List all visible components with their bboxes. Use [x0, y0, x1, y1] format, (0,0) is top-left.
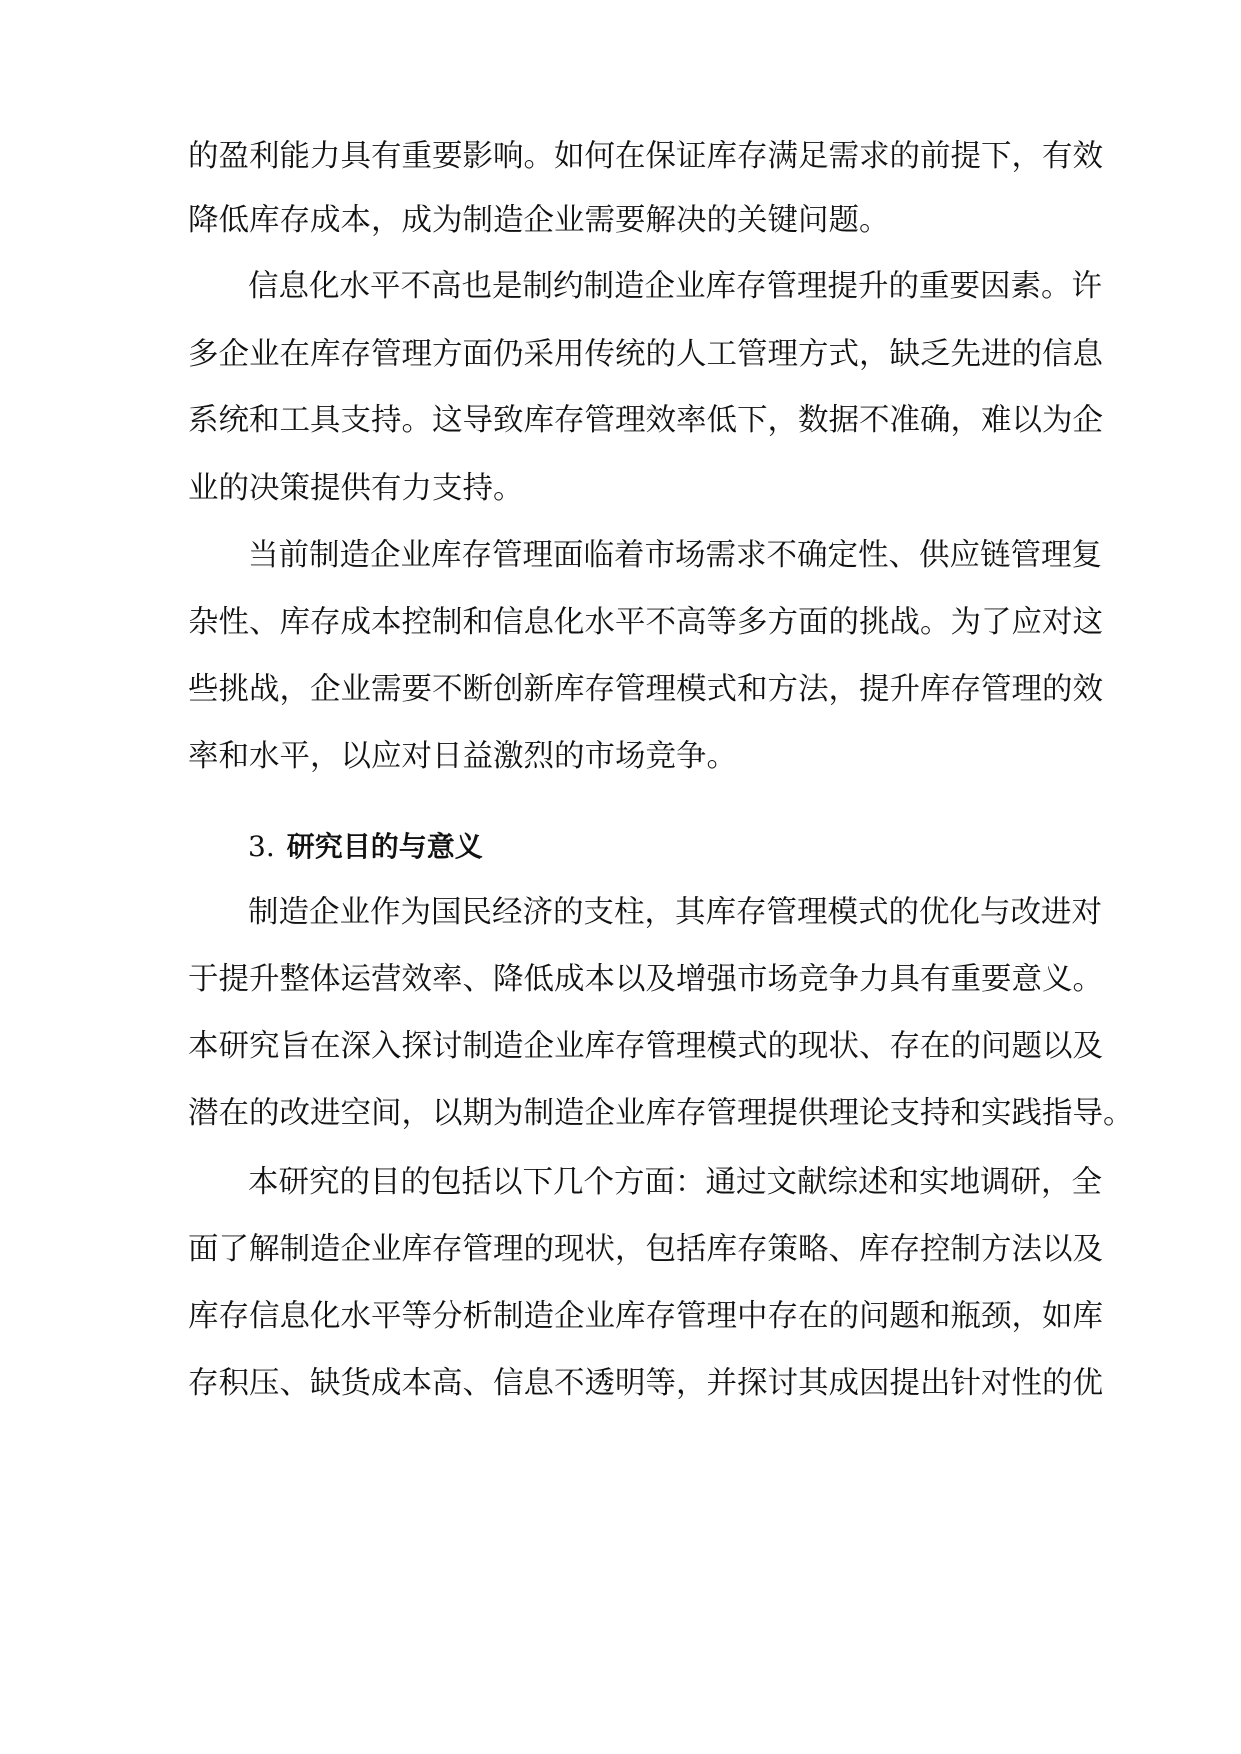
paragraph-line: 的盈利能力具有重要影响。如何在保证库存满足需求的前提下，有效	[188, 139, 1103, 174]
paragraph-line: 存积压、缺货成本高、信息不透明等，并探讨其成因提出针对性的优	[188, 1366, 1103, 1401]
paragraph-line: 于提升整体运营效率、降低成本以及增强市场竞争力具有重要意义。	[188, 962, 1103, 997]
paragraph-line: 些挑战，企业需要不断创新库存管理模式和方法，提升库存管理的效	[188, 672, 1103, 707]
section-title: 研究目的与意义	[286, 830, 483, 863]
paragraph-line: 当前制造企业库存管理面临着市场需求不确定性、供应链管理复	[248, 538, 1102, 573]
paragraph-line: 面了解制造企业库存管理的现状，包括库存策略、库存控制方法以及	[188, 1232, 1103, 1267]
paragraph-line: 本研究旨在深入探讨制造企业库存管理模式的现状、存在的问题以及	[188, 1029, 1103, 1064]
paragraph-line: 系统和工具支持。这导致库存管理效率低下，数据不准确，难以为企	[188, 403, 1103, 438]
paragraph-line: 制造企业作为国民经济的支柱，其库存管理模式的优化与改进对	[248, 895, 1102, 930]
paragraph-line: 杂性、库存成本控制和信息化水平不高等多方面的挑战。为了应对这	[188, 605, 1103, 640]
paragraph-line: 率和水平，以应对日益激烈的市场竞争。	[188, 739, 737, 774]
paragraph-line: 业的决策提供有力支持。	[188, 471, 524, 506]
paragraph-line: 库存信息化水平等分析制造企业库存管理中存在的问题和瓶颈，如库	[188, 1299, 1103, 1334]
paragraph-line: 本研究的目的包括以下几个方面：通过文献综述和实地调研，全	[248, 1165, 1102, 1200]
section-number: 3.	[248, 830, 275, 863]
paragraph-line: 信息化水平不高也是制约制造企业库存管理提升的重要因素。许	[248, 269, 1102, 304]
paragraph-line: 潜在的改进空间，以期为制造企业库存管理提供理论支持和实践指导。	[188, 1096, 1134, 1131]
section-heading	[248, 827, 483, 867]
paragraph-line: 多企业在库存管理方面仍采用传统的人工管理方式，缺乏先进的信息	[188, 337, 1103, 372]
paragraph-line: 降低库存成本，成为制造企业需要解决的关键问题。	[188, 203, 890, 238]
